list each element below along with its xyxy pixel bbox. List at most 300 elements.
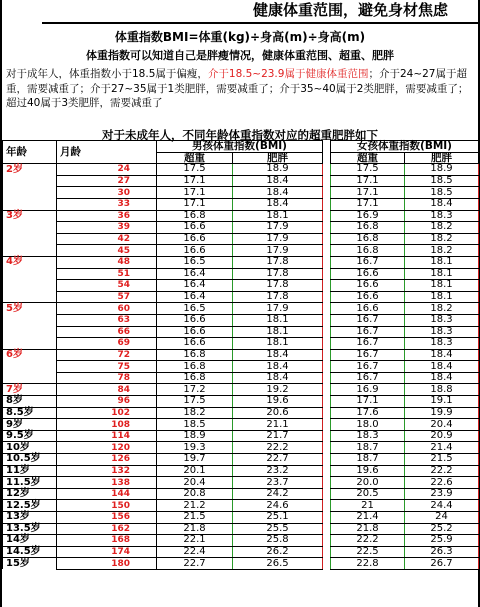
age-cell: 7岁 <box>3 384 57 396</box>
column-gap <box>323 291 331 303</box>
age-cell: 9.5岁 <box>3 430 57 442</box>
boys-overweight-cell: 16.6 <box>157 233 233 245</box>
girls-overweight-cell: 18.7 <box>331 442 405 454</box>
month-cell: 57 <box>57 291 157 303</box>
age-cell <box>3 245 57 257</box>
boys-obese-cell: 22.7 <box>233 454 323 466</box>
table-row <box>3 349 479 361</box>
girls-obese-cell: 25.2 <box>405 523 479 535</box>
column-gap <box>323 152 331 164</box>
month-cell: 174 <box>57 546 157 558</box>
age-cell: 8.5岁 <box>3 407 57 419</box>
girls-obese-cell: 18.4 <box>405 361 479 373</box>
table-row <box>3 442 479 454</box>
boys-obese-cell: 19.2 <box>233 384 323 396</box>
girls-overweight-cell: 17.5 <box>331 164 405 176</box>
column-gap <box>323 314 331 326</box>
month-cell: 54 <box>57 280 157 292</box>
girls-obese-cell: 24 <box>405 512 479 524</box>
boys-overweight-cell: 22.4 <box>157 546 233 558</box>
girls-obese-cell: 24.4 <box>405 500 479 512</box>
age-cell <box>3 233 57 245</box>
boys-obese-cell: 17.9 <box>233 233 323 245</box>
month-cell: 138 <box>57 477 157 489</box>
boys-obese-cell: 18.4 <box>233 198 323 210</box>
month-cell: 114 <box>57 430 157 442</box>
boys-obese-cell: 17.8 <box>233 291 323 303</box>
month-cell: 84 <box>57 384 157 396</box>
table-row <box>3 523 479 535</box>
boys-overweight-header: 超重 <box>157 152 233 164</box>
table-row <box>3 175 479 187</box>
girls-obese-cell: 18.2 <box>405 245 479 257</box>
table-row <box>3 303 479 315</box>
boys-obese-cell: 20.6 <box>233 407 323 419</box>
girls-obese-cell: 18.5 <box>405 175 479 187</box>
girls-obese-cell: 21.5 <box>405 454 479 466</box>
girls-overweight-cell: 16.6 <box>331 280 405 292</box>
adult-text-2: ；介于24~27属于超重，需要减重了；介于27~35属于1类肥胖，需要减重了；介于35~40属于2类肥胖，需要减重了；超过40属于3类肥胖，需要减重了 <box>6 68 469 109</box>
month-cell: 42 <box>57 233 157 245</box>
table-row <box>3 198 479 210</box>
girls-obese-cell: 18.9 <box>405 164 479 176</box>
boys-overweight-cell: 16.6 <box>157 245 233 257</box>
girls-overweight-cell: 16.6 <box>331 291 405 303</box>
table-row <box>3 233 479 245</box>
boys-obese-cell: 26.5 <box>233 558 323 570</box>
table-row <box>3 280 479 292</box>
boys-obese-cell: 21.1 <box>233 419 323 431</box>
month-cell: 120 <box>57 442 157 454</box>
month-cell: 45 <box>57 245 157 257</box>
column-gap <box>323 303 331 315</box>
girls-overweight-cell: 16.7 <box>331 349 405 361</box>
boys-overweight-cell: 16.5 <box>157 256 233 268</box>
column-gap <box>323 268 331 280</box>
month-cell: 126 <box>57 454 157 466</box>
month-cell: 36 <box>57 210 157 222</box>
column-gap <box>323 222 331 234</box>
column-gap <box>323 164 331 176</box>
boys-obese-cell: 25.5 <box>233 523 323 535</box>
healthy-range-highlight: 介于18.5~23.9属于健康体重范围 <box>207 68 369 80</box>
boys-overweight-cell: 16.8 <box>157 210 233 222</box>
boys-overweight-cell: 20.8 <box>157 488 233 500</box>
boys-overweight-cell: 16.8 <box>157 349 233 361</box>
month-cell: 48 <box>57 256 157 268</box>
boys-obese-cell: 18.4 <box>233 187 323 199</box>
column-gap <box>323 326 331 338</box>
boys-overweight-cell: 16.6 <box>157 338 233 350</box>
age-cell: 13岁 <box>3 512 57 524</box>
boys-overweight-cell: 22.7 <box>157 558 233 570</box>
boys-overweight-cell: 16.4 <box>157 268 233 280</box>
month-cell: 39 <box>57 222 157 234</box>
girls-overweight-header: 超重 <box>331 152 405 164</box>
table-row <box>3 314 479 326</box>
boys-overweight-cell: 16.5 <box>157 303 233 315</box>
table-row <box>3 488 479 500</box>
boys-overweight-cell: 18.2 <box>157 407 233 419</box>
bmi-table <box>2 140 479 570</box>
girls-obese-cell: 18.8 <box>405 384 479 396</box>
month-cell: 75 <box>57 361 157 373</box>
column-gap <box>323 396 331 408</box>
month-cell: 96 <box>57 396 157 408</box>
table-row <box>3 187 479 199</box>
table-row <box>3 477 479 489</box>
boys-obese-cell: 18.4 <box>233 361 323 373</box>
column-gap <box>323 512 331 524</box>
age-cell: 6岁 <box>3 349 57 361</box>
boys-overweight-cell: 19.7 <box>157 454 233 466</box>
table-row <box>3 384 479 396</box>
column-gap <box>323 477 331 489</box>
table-row <box>3 500 479 512</box>
column-gap <box>323 419 331 431</box>
table-row <box>3 430 479 442</box>
girls-obese-cell: 18.3 <box>405 210 479 222</box>
column-gap <box>323 233 331 245</box>
month-cell: 108 <box>57 419 157 431</box>
boys-overweight-cell: 18.5 <box>157 419 233 431</box>
girls-obese-cell: 26.3 <box>405 546 479 558</box>
age-cell: 3岁 <box>3 210 57 222</box>
boys-obese-cell: 17.9 <box>233 222 323 234</box>
age-cell: 13.5岁 <box>3 523 57 535</box>
boys-obese-cell: 18.1 <box>233 314 323 326</box>
girls-overweight-cell: 19.6 <box>331 465 405 477</box>
column-gap <box>323 465 331 477</box>
boys-overweight-cell: 16.4 <box>157 291 233 303</box>
age-cell: 12.5岁 <box>3 500 57 512</box>
age-cell <box>3 198 57 210</box>
table-row <box>3 222 479 234</box>
column-gap <box>323 384 331 396</box>
column-gap <box>323 338 331 350</box>
girls-overweight-cell: 22.5 <box>331 546 405 558</box>
boys-obese-cell: 24.6 <box>233 500 323 512</box>
month-cell: 60 <box>57 303 157 315</box>
month-cell: 132 <box>57 465 157 477</box>
girls-overweight-cell: 16.8 <box>331 233 405 245</box>
girls-obese-cell: 19.9 <box>405 407 479 419</box>
boys-overweight-cell: 20.1 <box>157 465 233 477</box>
column-gap <box>323 546 331 558</box>
boys-overweight-cell: 16.8 <box>157 361 233 373</box>
boys-overweight-cell: 16.6 <box>157 326 233 338</box>
boys-overweight-cell: 17.5 <box>157 164 233 176</box>
age-cell <box>3 314 57 326</box>
girls-overweight-cell: 21.8 <box>331 523 405 535</box>
boys-overweight-cell: 21.8 <box>157 523 233 535</box>
girls-overweight-cell: 16.6 <box>331 268 405 280</box>
column-gap <box>323 535 331 547</box>
boys-obese-cell: 25.1 <box>233 512 323 524</box>
age-cell: 12岁 <box>3 488 57 500</box>
girls-overweight-cell: 16.9 <box>331 384 405 396</box>
boys-overweight-cell: 22.1 <box>157 535 233 547</box>
column-gap <box>323 175 331 187</box>
age-cell <box>3 338 57 350</box>
girls-overweight-cell: 16.7 <box>331 372 405 384</box>
boys-obese-cell: 17.8 <box>233 280 323 292</box>
table-section-title: 对于未成年人，不同年龄体重指数对应的超重肥胖如下 <box>102 128 378 142</box>
table-row <box>3 396 479 408</box>
girls-obese-cell: 23.9 <box>405 488 479 500</box>
boys-overweight-cell: 17.1 <box>157 175 233 187</box>
table-row <box>3 210 479 222</box>
boys-overweight-cell: 16.4 <box>157 280 233 292</box>
boys-obese-cell: 17.8 <box>233 268 323 280</box>
girls-overweight-cell: 17.1 <box>331 198 405 210</box>
month-cell: 162 <box>57 523 157 535</box>
girls-overweight-cell: 16.8 <box>331 222 405 234</box>
girls-overweight-cell: 16.7 <box>331 326 405 338</box>
boys-obese-cell: 18.1 <box>233 326 323 338</box>
girls-obese-cell: 25.9 <box>405 535 479 547</box>
age-cell <box>3 372 57 384</box>
column-gap <box>323 245 331 257</box>
boys-overweight-cell: 19.3 <box>157 442 233 454</box>
age-cell: 15岁 <box>3 558 57 570</box>
girls-overweight-cell: 17.1 <box>331 396 405 408</box>
girls-overweight-cell: 21 <box>331 500 405 512</box>
boys-obese-cell: 18.4 <box>233 349 323 361</box>
age-cell <box>3 268 57 280</box>
column-gap <box>323 430 331 442</box>
table-row <box>3 512 479 524</box>
girls-obese-cell: 26.7 <box>405 558 479 570</box>
girls-obese-cell: 18.2 <box>405 222 479 234</box>
girls-obese-cell: 22.2 <box>405 465 479 477</box>
month-cell: 24 <box>57 164 157 176</box>
age-cell: 10岁 <box>3 442 57 454</box>
column-gap <box>323 361 331 373</box>
boys-overweight-cell: 17.1 <box>157 198 233 210</box>
girls-obese-cell: 18.5 <box>405 187 479 199</box>
boys-overweight-cell: 16.6 <box>157 222 233 234</box>
page-title: 健康体重范围，避免身材焦虑 <box>42 0 478 24</box>
column-gap <box>323 442 331 454</box>
age-cell <box>3 361 57 373</box>
girls-overweight-cell: 18.7 <box>331 454 405 466</box>
table-row <box>3 407 479 419</box>
age-cell <box>3 326 57 338</box>
boys-obese-cell: 18.1 <box>233 338 323 350</box>
table-row <box>3 268 479 280</box>
age-cell <box>3 187 57 199</box>
girls-overweight-cell: 18.3 <box>331 430 405 442</box>
boys-obese-cell: 17.8 <box>233 256 323 268</box>
table-row <box>3 326 479 338</box>
month-cell: 51 <box>57 268 157 280</box>
boys-overweight-cell: 18.9 <box>157 430 233 442</box>
table-row <box>3 454 479 466</box>
girls-overweight-cell: 17.1 <box>331 175 405 187</box>
girls-obese-cell: 20.4 <box>405 419 479 431</box>
age-cell: 14岁 <box>3 535 57 547</box>
month-cell: 72 <box>57 349 157 361</box>
girls-overweight-cell: 17.1 <box>331 187 405 199</box>
girls-obese-cell: 18.2 <box>405 233 479 245</box>
table-row <box>3 164 479 176</box>
girls-overweight-cell: 16.8 <box>331 245 405 257</box>
girls-overweight-cell: 16.9 <box>331 210 405 222</box>
girls-overweight-cell: 18.0 <box>331 419 405 431</box>
table-row <box>3 372 479 384</box>
age-cell: 11.5岁 <box>3 477 57 489</box>
boys-obese-header: 肥胖 <box>233 152 323 164</box>
table-row <box>3 546 479 558</box>
adult-text-1: 对于成年人，体重指数小于18.5属于偏瘦， <box>6 68 208 80</box>
column-gap <box>323 558 331 570</box>
girls-obese-cell: 18.4 <box>405 372 479 384</box>
adult-description <box>6 67 472 111</box>
table-row <box>3 256 479 268</box>
girls-obese-cell: 18.3 <box>405 314 479 326</box>
girls-overweight-cell: 16.6 <box>331 303 405 315</box>
boys-overweight-cell: 21.2 <box>157 500 233 512</box>
age-cell <box>3 175 57 187</box>
bmi-tip: 体重指数可以知道自己是胖瘦情况，健康体重范围、超重、肥胖 <box>86 49 394 62</box>
column-gap <box>323 187 331 199</box>
month-cell: 27 <box>57 175 157 187</box>
column-gap <box>323 500 331 512</box>
column-gap <box>323 372 331 384</box>
month-cell: 150 <box>57 500 157 512</box>
month-cell: 69 <box>57 338 157 350</box>
table-row <box>3 338 479 350</box>
boys-obese-cell: 26.2 <box>233 546 323 558</box>
girls-overweight-cell: 22.2 <box>331 535 405 547</box>
girls-obese-cell: 18.1 <box>405 291 479 303</box>
boys-obese-cell: 17.9 <box>233 245 323 257</box>
month-cell: 156 <box>57 512 157 524</box>
col-month-header: 月龄 <box>57 141 157 164</box>
boys-overweight-cell: 16.8 <box>157 372 233 384</box>
table-header-row-1 <box>3 141 479 153</box>
girls-overweight-cell: 17.6 <box>331 407 405 419</box>
column-gap <box>323 454 331 466</box>
girls-header: 女孩体重指数(BMI) <box>331 141 479 153</box>
age-cell: 8岁 <box>3 396 57 408</box>
month-cell: 180 <box>57 558 157 570</box>
column-gap <box>323 141 331 153</box>
girls-obese-cell: 18.3 <box>405 326 479 338</box>
girls-obese-cell: 19.1 <box>405 396 479 408</box>
age-cell: 4岁 <box>3 256 57 268</box>
girls-obese-cell: 18.1 <box>405 256 479 268</box>
column-gap <box>323 256 331 268</box>
boys-header: 男孩体重指数(BMI) <box>157 141 323 153</box>
girls-obese-cell: 18.2 <box>405 303 479 315</box>
boys-overweight-cell: 17.2 <box>157 384 233 396</box>
bmi-formula: 体重指数BMI=体重(kg)÷身高(m)÷身高(m) <box>114 30 366 44</box>
month-cell: 63 <box>57 314 157 326</box>
column-gap <box>323 349 331 361</box>
girls-obese-cell: 21.4 <box>405 442 479 454</box>
boys-obese-cell: 18.4 <box>233 372 323 384</box>
month-cell: 30 <box>57 187 157 199</box>
column-gap <box>323 280 331 292</box>
girls-overweight-cell: 21.4 <box>331 512 405 524</box>
column-gap <box>323 523 331 535</box>
girls-overweight-cell: 16.7 <box>331 256 405 268</box>
table-row <box>3 291 479 303</box>
column-gap <box>323 210 331 222</box>
girls-obese-cell: 18.1 <box>405 268 479 280</box>
boys-obese-cell: 22.2 <box>233 442 323 454</box>
month-cell: 33 <box>57 198 157 210</box>
age-cell <box>3 291 57 303</box>
column-gap <box>323 488 331 500</box>
boys-obese-cell: 24.2 <box>233 488 323 500</box>
col-age-header: 年龄 <box>3 141 57 164</box>
girls-overweight-cell: 16.7 <box>331 361 405 373</box>
boys-overweight-cell: 21.5 <box>157 512 233 524</box>
age-cell <box>3 280 57 292</box>
age-cell: 9岁 <box>3 419 57 431</box>
age-cell: 14.5岁 <box>3 546 57 558</box>
age-cell: 11岁 <box>3 465 57 477</box>
girls-overweight-cell: 16.7 <box>331 338 405 350</box>
column-gap <box>323 198 331 210</box>
month-cell: 78 <box>57 372 157 384</box>
column-gap <box>323 407 331 419</box>
girls-overweight-cell: 20.5 <box>331 488 405 500</box>
age-cell <box>3 222 57 234</box>
girls-obese-cell: 18.1 <box>405 280 479 292</box>
month-cell: 66 <box>57 326 157 338</box>
boys-obese-cell: 18.9 <box>233 164 323 176</box>
month-cell: 168 <box>57 535 157 547</box>
table-row <box>3 361 479 373</box>
boys-obese-cell: 21.7 <box>233 430 323 442</box>
age-cell: 5岁 <box>3 303 57 315</box>
girls-overweight-cell: 22.8 <box>331 558 405 570</box>
girls-overweight-cell: 16.7 <box>331 314 405 326</box>
table-row <box>3 245 479 257</box>
table-row <box>3 419 479 431</box>
boys-obese-cell: 23.2 <box>233 465 323 477</box>
boys-overweight-cell: 16.6 <box>157 314 233 326</box>
boys-overweight-cell: 20.4 <box>157 477 233 489</box>
boys-obese-cell: 17.9 <box>233 303 323 315</box>
boys-obese-cell: 23.7 <box>233 477 323 489</box>
age-cell: 10.5岁 <box>3 454 57 466</box>
girls-obese-cell: 18.3 <box>405 338 479 350</box>
table-row <box>3 465 479 477</box>
girls-overweight-cell: 20.0 <box>331 477 405 489</box>
girls-obese-cell: 18.4 <box>405 349 479 361</box>
girls-obese-cell: 20.9 <box>405 430 479 442</box>
girls-obese-header: 肥胖 <box>405 152 479 164</box>
boys-obese-cell: 18.1 <box>233 210 323 222</box>
boys-overweight-cell: 17.5 <box>157 396 233 408</box>
girls-obese-cell: 22.6 <box>405 477 479 489</box>
boys-overweight-cell: 17.1 <box>157 187 233 199</box>
boys-obese-cell: 19.6 <box>233 396 323 408</box>
month-cell: 102 <box>57 407 157 419</box>
boys-obese-cell: 18.4 <box>233 175 323 187</box>
age-cell: 2岁 <box>3 164 57 176</box>
month-cell: 144 <box>57 488 157 500</box>
table-row <box>3 558 479 570</box>
table-row <box>3 535 479 547</box>
boys-obese-cell: 25.8 <box>233 535 323 547</box>
girls-obese-cell: 18.4 <box>405 198 479 210</box>
